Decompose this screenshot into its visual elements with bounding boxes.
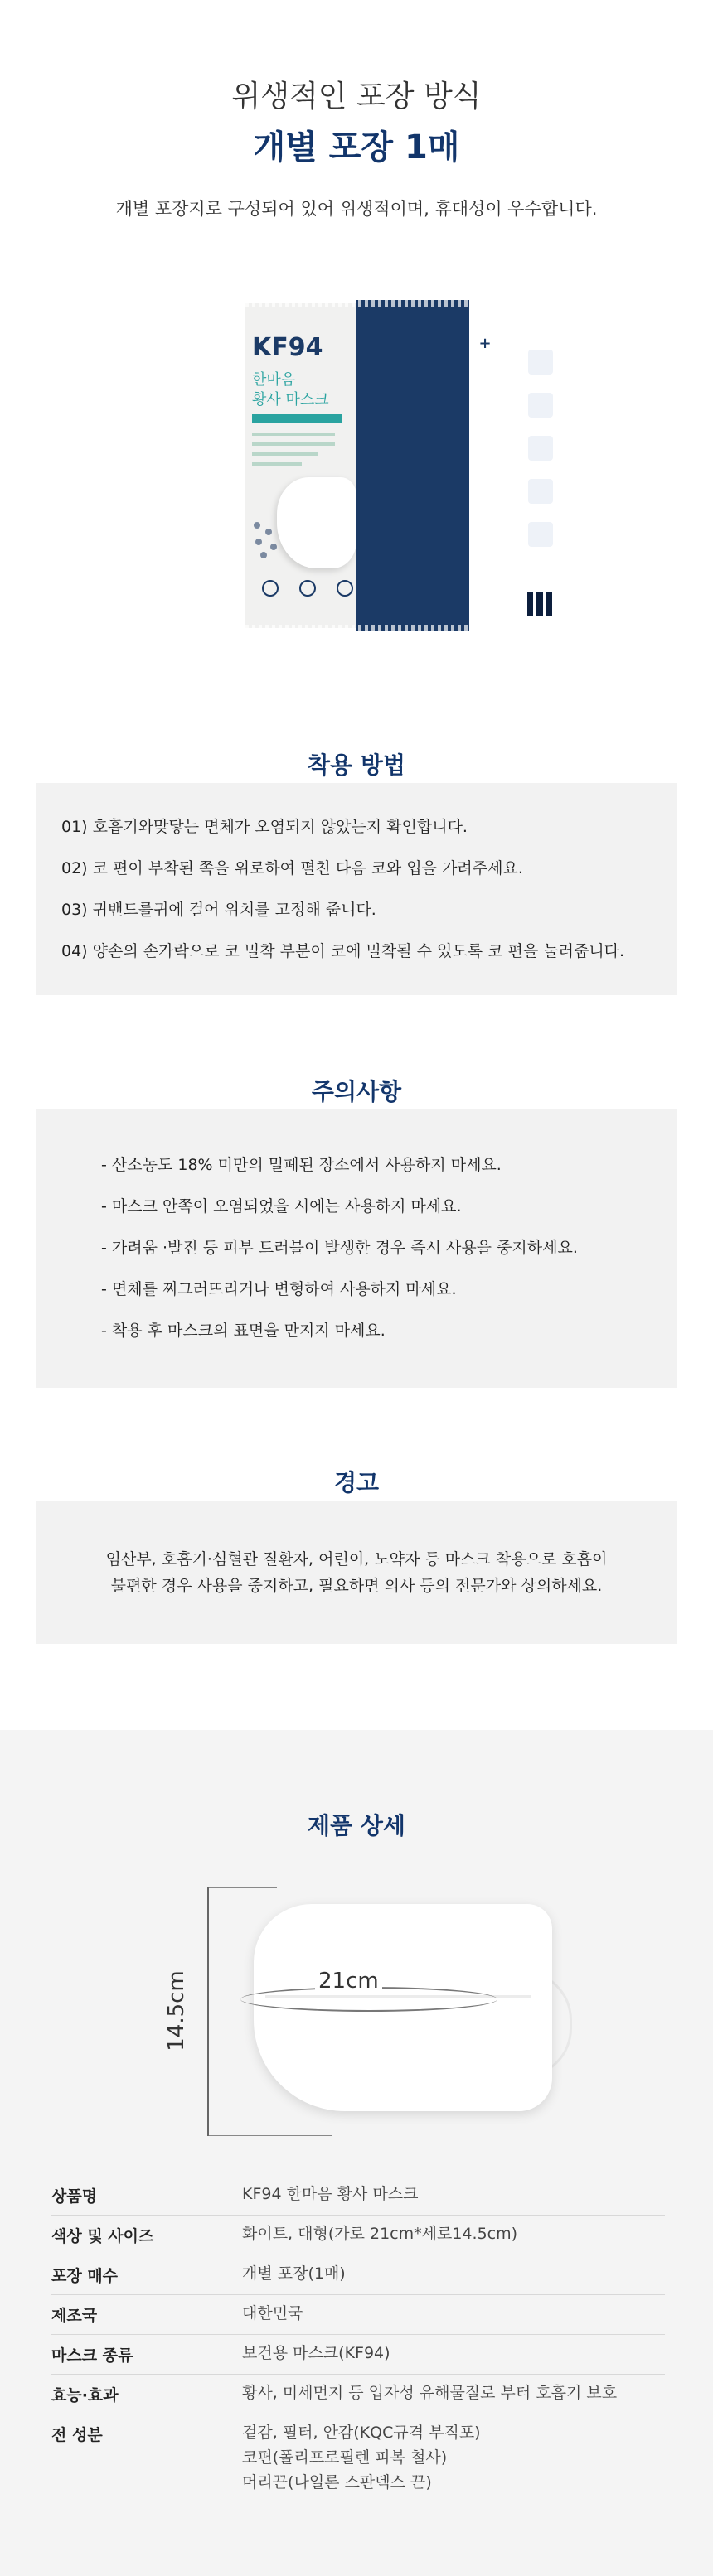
warning-line-1: 임산부, 호흡기·심혈관 질환자, 어린이, 노약자 등 마스크 착용으로 호흡이 <box>105 1550 608 1568</box>
package-seal-bottom <box>245 625 469 631</box>
list-item: - 산소농도 18% 미만의 밀폐된 장소에서 사용하지 마세요. <box>101 1156 502 1174</box>
package-brand: KF94 <box>252 333 323 362</box>
package-image <box>245 300 492 631</box>
package-seal-top <box>245 300 469 307</box>
spec-value: 대한민국 <box>242 2304 303 2322</box>
package-color-bar <box>252 414 342 423</box>
spec-key: 색상 및 사이즈 <box>51 2227 154 2245</box>
filter-icon <box>262 580 279 597</box>
warning-title: 경고 <box>333 1469 380 1496</box>
list-item: - 착용 후 마스크의 표면을 만지지 마세요. <box>101 1322 386 1340</box>
package-barcode <box>527 592 552 616</box>
caution-box <box>36 1109 677 1388</box>
spec-value <box>242 2420 665 2495</box>
package-front <box>245 303 361 628</box>
spec-value-line: 머리끈(나일론 스판덱스 끈) <box>242 2473 432 2491</box>
package-steps <box>519 350 562 565</box>
list-item: 03) 귀밴드를귀에 걸어 위치를 고정해 줍니다. <box>61 901 376 919</box>
spec-key: 상품명 <box>51 2187 98 2206</box>
table-row <box>51 2295 665 2335</box>
header-title: 개별 포장 1매 <box>253 128 460 167</box>
usage-title: 착용 방법 <box>308 752 405 779</box>
warning-text <box>36 1546 677 1599</box>
prohibit-icon <box>337 580 353 597</box>
width-label: 21cm <box>315 1969 382 1994</box>
spec-key: 포장 매수 <box>51 2267 119 2285</box>
warning-box <box>36 1501 677 1644</box>
spec-key: 효능·효과 <box>51 2386 119 2404</box>
spec-value: KF94 한마음 황사 마스크 <box>242 2185 419 2203</box>
plus-icon: + <box>476 335 494 353</box>
mask-dimension-figure <box>164 1887 572 2136</box>
spec-value: 개별 포장(1매) <box>242 2264 346 2283</box>
table-row <box>51 2375 665 2414</box>
table-row <box>51 2176 665 2216</box>
mask-illustration <box>277 477 356 568</box>
package-name-line1: 한마음 <box>252 371 296 389</box>
table-row <box>51 2216 665 2255</box>
spec-key: 마스크 종류 <box>51 2346 133 2365</box>
caution-title: 주의사항 <box>311 1078 402 1105</box>
usage-box <box>36 783 677 995</box>
spec-value: 보건용 마스크(KF94) <box>242 2344 390 2362</box>
list-item: 01) 호흡기와맞닿는 면체가 오염되지 않았는지 확인합니다. <box>61 818 468 836</box>
package-name-line2: 황사 마스크 <box>252 391 329 408</box>
spec-key: 전 성분 <box>51 2426 103 2444</box>
caution-list <box>101 1153 578 1360</box>
header-subtitle: 위생적인 포장 방식 <box>231 80 482 114</box>
height-label: 14.5cm <box>164 1970 189 2052</box>
spec-key: 제조국 <box>51 2307 98 2325</box>
spec-table <box>51 2176 665 2495</box>
warning-line-2: 불편한 경우 사용을 중지하고, 필요하면 의사 등의 전문가와 상의하세요. <box>110 1577 603 1595</box>
package-text-lines <box>252 433 335 472</box>
list-item: - 마스크 안쪽이 오염되었을 시에는 사용하지 마세요. <box>101 1197 462 1216</box>
header-description: 개별 포장지로 구성되어 있어 위생적이며, 휴대성이 우수합니다. <box>115 199 598 219</box>
package-back <box>356 300 492 631</box>
list-item: 02) 코 편이 부착된 쪽을 위로하여 펼친 다음 코와 입을 가려주세요. <box>61 859 523 877</box>
spec-value-line: 겉감, 필터, 안감(KQC규격 부직포) <box>242 2424 481 2442</box>
table-row <box>51 2414 665 2495</box>
spec-value-line: 코편(폴리프로필렌 피복 철사) <box>242 2448 448 2467</box>
dimension-guide-bottom <box>207 2135 332 2136</box>
usage-list <box>61 814 624 980</box>
table-row <box>51 2255 665 2295</box>
dimension-guide-top <box>207 1887 277 1888</box>
list-item: - 가려움 ·발진 등 피부 트러블이 발생한 경우 즉시 사용을 중지하세요. <box>101 1239 578 1257</box>
pack-icon <box>299 580 316 597</box>
list-item: 04) 양손의 손가락으로 코 밀착 부분이 코에 밀착될 수 있도록 코 편을 눌러줍니다. <box>61 942 625 960</box>
list-item: - 면체를 찌그러뜨리거나 변형하여 사용하지 마세요. <box>101 1280 457 1298</box>
height-dimension-line <box>207 1887 209 2136</box>
detail-title: 제품 상세 <box>308 1812 405 1839</box>
package-feature-icons <box>262 580 353 597</box>
spec-value: 황사, 미세먼지 등 입자성 유해물질로 부터 호흡기 보호 <box>242 2384 618 2402</box>
spec-value: 화이트, 대형(가로 21cm*세로14.5cm) <box>242 2225 518 2243</box>
table-row <box>51 2335 665 2375</box>
